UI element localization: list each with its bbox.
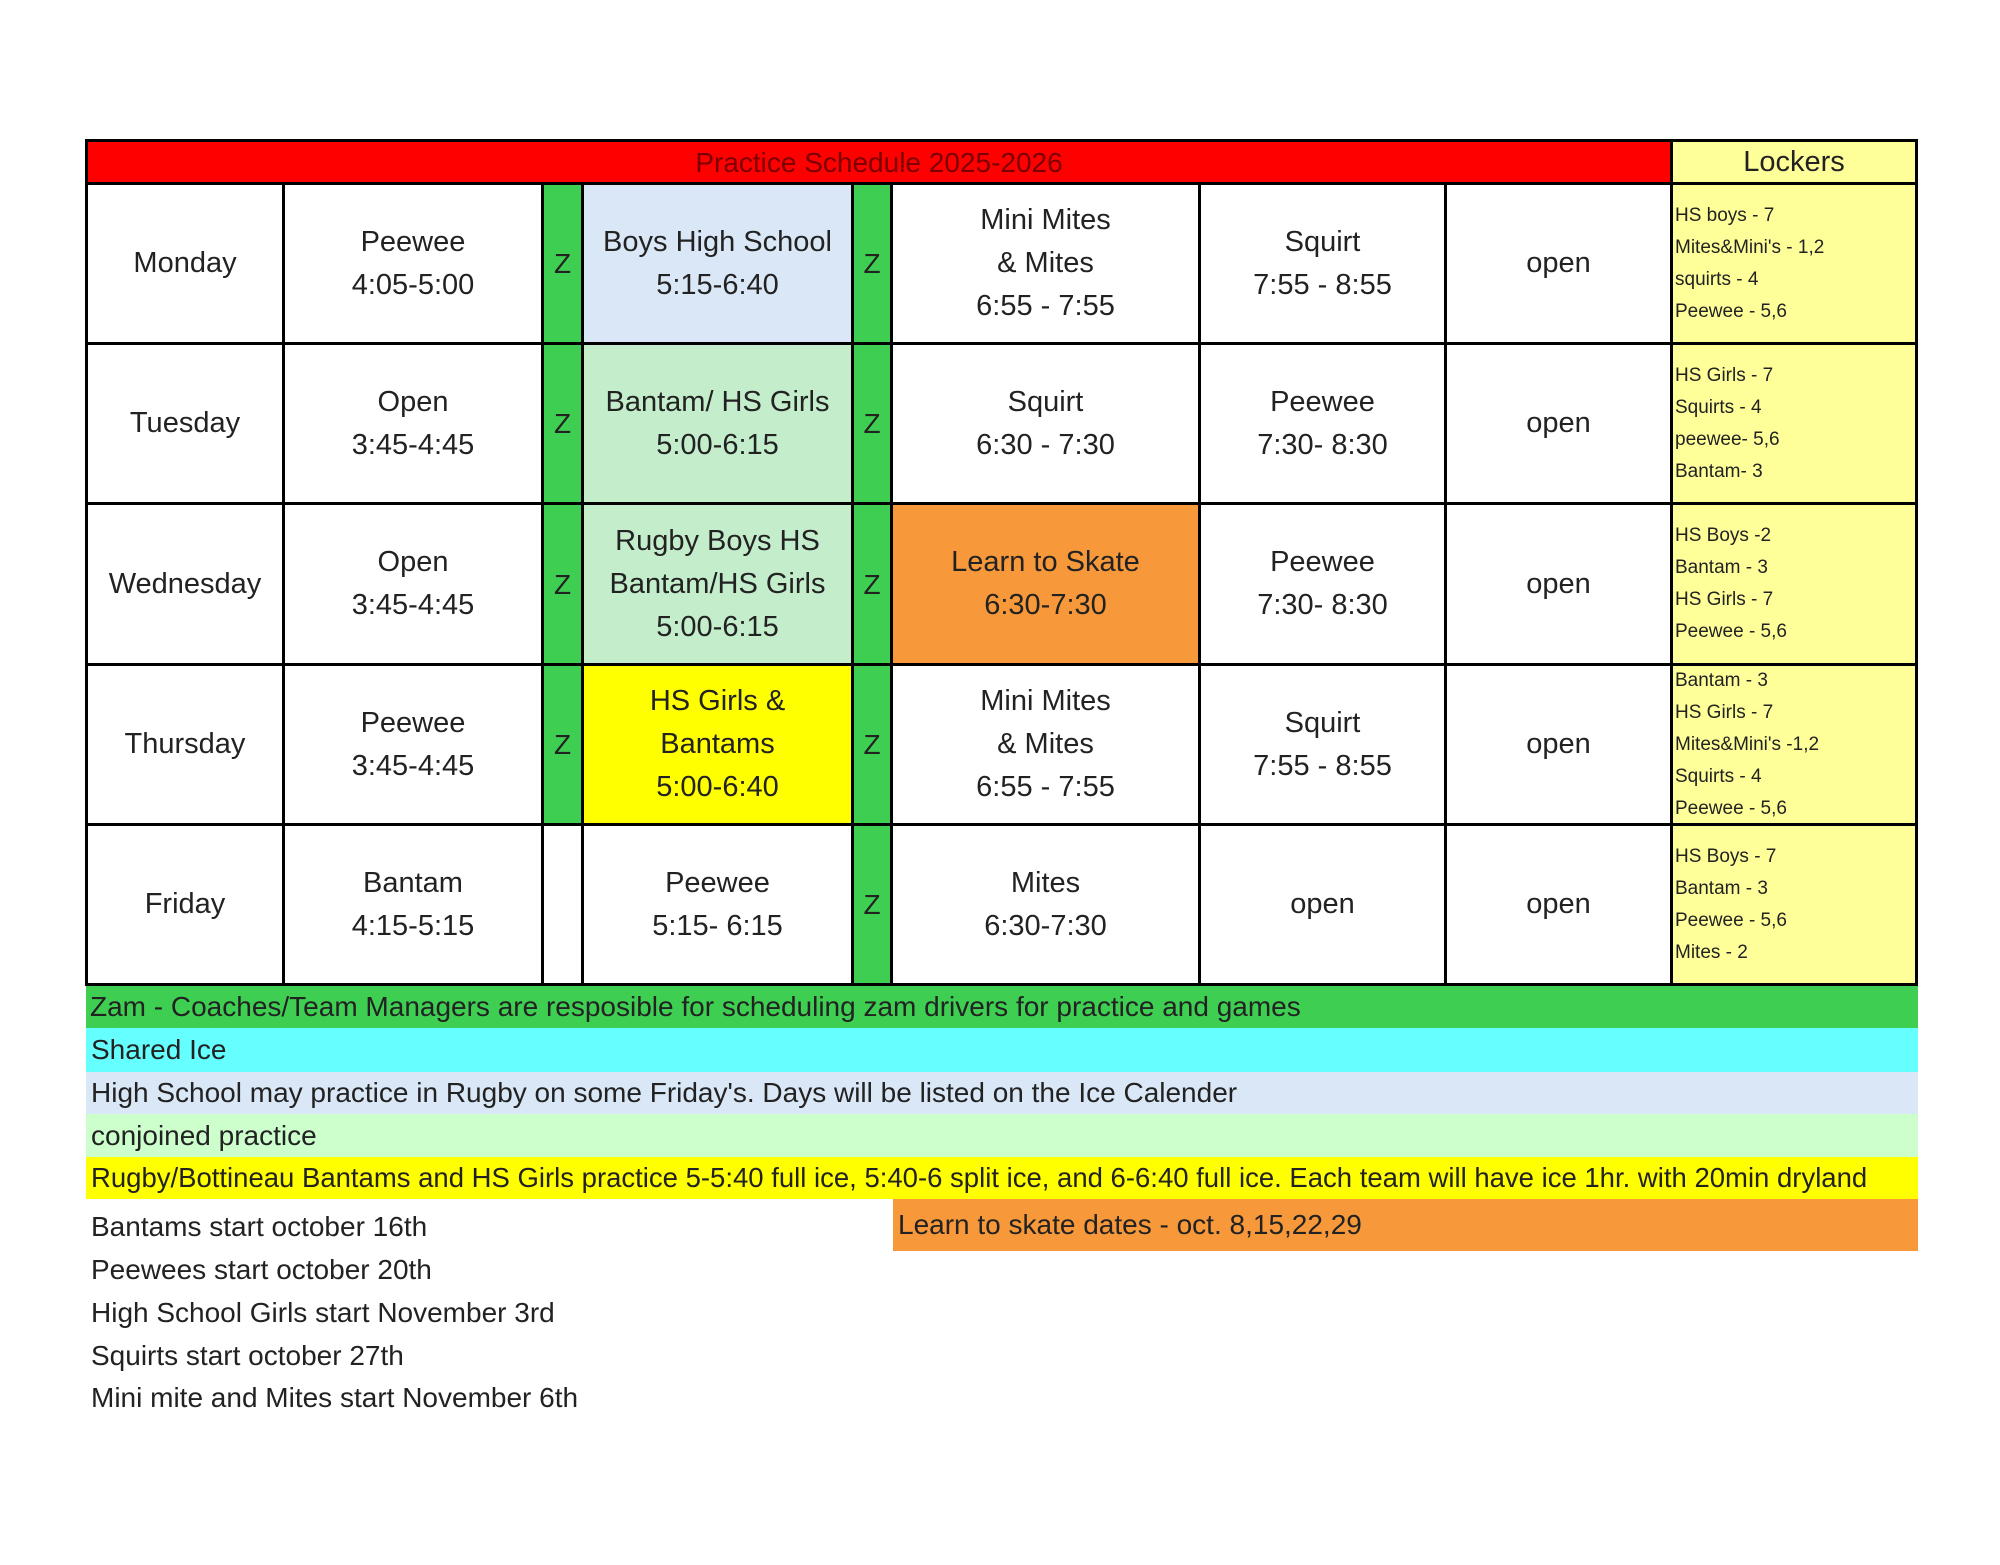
zam-cell: Z bbox=[851, 502, 893, 666]
zam-cell: Z bbox=[541, 502, 584, 666]
locker-line: HS Girls - 7 bbox=[1675, 589, 1774, 610]
day-cell: Friday bbox=[85, 823, 285, 986]
zam-cell: Z bbox=[541, 663, 584, 826]
locker-line: Peewee - 5,6 bbox=[1675, 797, 1787, 819]
zam-cell bbox=[541, 823, 584, 986]
slot2-cell: Boys High School 5:15-6:40 bbox=[581, 182, 854, 345]
locker-line: Peewee - 5,6 bbox=[1675, 621, 1787, 642]
start-date-item: Mini mite and Mites start November 6th bbox=[91, 1382, 579, 1413]
lockers-cell bbox=[1670, 663, 1918, 826]
schedule-title: Practice Schedule 2025-2026 bbox=[85, 139, 1673, 185]
slot3-cell: Mites 6:30-7:30 bbox=[890, 823, 1201, 986]
locker-line: HS Boys - 7 bbox=[1675, 845, 1777, 867]
legend-conjoined-practice: conjoined practice bbox=[86, 1114, 1918, 1157]
slot1-cell: Bantam 4:15-5:15 bbox=[282, 823, 544, 986]
slot5-cell: open bbox=[1444, 823, 1673, 986]
slot1-cell: Peewee 4:05-5:00 bbox=[282, 182, 544, 345]
slot2-cell: Bantam/ HS Girls 5:00-6:15 bbox=[581, 342, 854, 505]
start-date-item: Squirts start october 27th bbox=[91, 1340, 404, 1371]
zam-cell: Z bbox=[541, 342, 584, 505]
slot3-cell: Squirt 6:30 - 7:30 bbox=[890, 342, 1201, 505]
slot5-cell: open bbox=[1444, 663, 1673, 826]
legend-shared-ice: Shared Ice bbox=[86, 1028, 1918, 1072]
slot4-cell: Peewee 7:30- 8:30 bbox=[1198, 502, 1447, 666]
locker-line: Peewee - 5,6 bbox=[1675, 300, 1787, 322]
locker-line: squirts - 4 bbox=[1675, 268, 1759, 290]
legend-zam: Zam - Coaches/Team Managers are resposible for scheduling zam drivers for practice and games bbox=[86, 986, 1918, 1028]
slot4-cell: Squirt 7:55 - 8:55 bbox=[1198, 182, 1447, 345]
start-date-item: Peewees start october 20th bbox=[91, 1254, 432, 1285]
start-date-item: Bantams start october 16th bbox=[91, 1211, 428, 1242]
slot1-cell: Open 3:45-4:45 bbox=[282, 342, 544, 505]
locker-line: HS Girls - 7 bbox=[1675, 701, 1774, 723]
slot4-cell: open bbox=[1198, 823, 1447, 986]
slot1-cell: Peewee 3:45-4:45 bbox=[282, 663, 544, 826]
zam-cell: Z bbox=[851, 823, 893, 986]
legend-learn-to-skate: Learn to skate dates - oct. 8,15,22,29 bbox=[893, 1199, 1918, 1251]
lockers-header: Lockers bbox=[1670, 139, 1918, 185]
slot3-cell: Mini Mites & Mites 6:55 - 7:55 bbox=[890, 663, 1201, 826]
day-cell: Wednesday bbox=[85, 502, 285, 666]
locker-line: Squirts - 4 bbox=[1675, 765, 1762, 787]
lockers-cell bbox=[1670, 502, 1918, 666]
slot3-cell: Mini Mites & Mites 6:55 - 7:55 bbox=[890, 182, 1201, 345]
locker-line: HS Boys -2 bbox=[1675, 525, 1772, 546]
slot2-cell: Rugby Boys HS Bantam/HS Girls 5:00-6:15 bbox=[581, 502, 854, 666]
slot3-cell: Learn to Skate 6:30-7:30 bbox=[890, 502, 1201, 666]
zam-cell: Z bbox=[851, 663, 893, 826]
slot1-cell: Open 3:45-4:45 bbox=[282, 502, 544, 666]
locker-line: Bantam - 3 bbox=[1675, 669, 1768, 691]
legend-split-ice: Rugby/Bottineau Bantams and HS Girls practice 5-5:40 full ice, 5:40-6 split ice, and 6-6:40 full ice. Each team will have ice 1hr. with 20min dryland bbox=[86, 1157, 1918, 1199]
slot4-cell: Squirt 7:55 - 8:55 bbox=[1198, 663, 1447, 826]
locker-line: HS boys - 7 bbox=[1675, 204, 1775, 226]
day-cell: Tuesday bbox=[85, 342, 285, 505]
slot2-cell: Peewee 5:15- 6:15 bbox=[581, 823, 854, 986]
zam-cell: Z bbox=[851, 342, 893, 505]
locker-line: Bantam- 3 bbox=[1675, 460, 1763, 482]
locker-line: Mites - 2 bbox=[1675, 941, 1748, 963]
slot5-cell: open bbox=[1444, 182, 1673, 345]
locker-line: Mites&Mini's - 1,2 bbox=[1675, 236, 1825, 258]
lockers-cell bbox=[1670, 823, 1918, 986]
slot4-cell: Peewee 7:30- 8:30 bbox=[1198, 342, 1447, 505]
locker-line: Bantam - 3 bbox=[1675, 877, 1768, 899]
locker-line: peewee- 5,6 bbox=[1675, 428, 1780, 450]
day-cell: Thursday bbox=[85, 663, 285, 826]
slot5-cell: open bbox=[1444, 342, 1673, 505]
locker-line: Peewee - 5,6 bbox=[1675, 909, 1787, 931]
locker-line: Mites&Mini's -1,2 bbox=[1675, 733, 1820, 755]
lockers-cell bbox=[1670, 342, 1918, 505]
locker-line: Squirts - 4 bbox=[1675, 396, 1762, 418]
start-date-item: High School Girls start November 3rd bbox=[91, 1297, 555, 1328]
lockers-cell bbox=[1670, 182, 1918, 345]
day-cell: Monday bbox=[85, 182, 285, 345]
zam-cell: Z bbox=[851, 182, 893, 345]
slot2-cell: HS Girls & Bantams 5:00-6:40 bbox=[581, 663, 854, 826]
slot5-cell: open bbox=[1444, 502, 1673, 666]
zam-cell: Z bbox=[541, 182, 584, 345]
locker-line: HS Girls - 7 bbox=[1675, 364, 1774, 386]
legend-rugby-high-school: High School may practice in Rugby on some Friday's. Days will be listed on the Ice Calender bbox=[86, 1072, 1918, 1114]
locker-line: Bantam - 3 bbox=[1675, 557, 1768, 578]
